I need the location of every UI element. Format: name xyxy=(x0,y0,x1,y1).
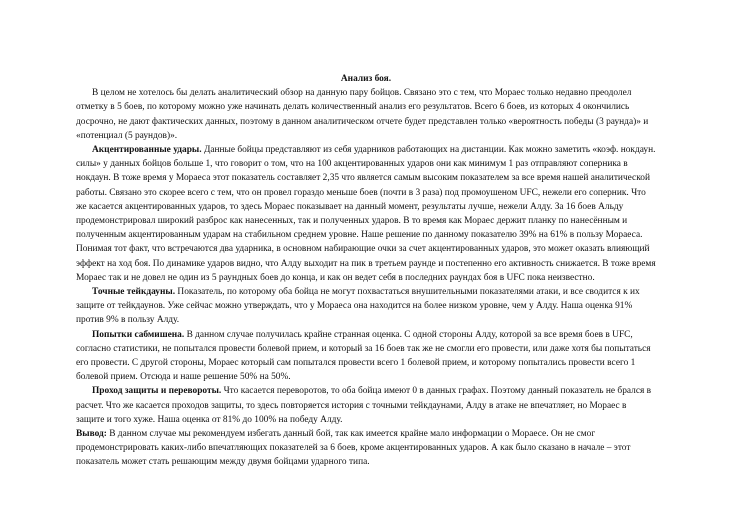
paragraph-strikes-text: Данные бойцы представляют из себя ударников работающих на дистанции. Как можно заметить «коэф. нокдаун. силы» у данных бойцов больше 1, что говорит о том, что на 100 акцентированных ударов они как минимум 1 раз отправляют соперника в нокдаун. В тоже время у Мораеса этот показатель составляет 2,35 что является самым высоким показателем за все время нашей аналитической работы. Связано это скорее всего с тем, что он провел гораздо меньше боев (почти в 3 раза) под промоушеном UFC, нежели его соперник. Что же касается акцентированных ударов, то здесь Мораес показывает на данный момент, результаты лучше, нежели Алду. За 16 боев Альду продемонстрировал широкий разброс как нанесенных, так и полученных ударов. В то время как Мораес держит планку по нанесённым и полученным акцентированным ударам на стабильном среднем уровне. Наше решение по данному показателю 39% на 61% в пользу Мораеса. Понимая тот факт, что встречаются два ударника, в основном набирающие очки за счет акцентированных ударов, это может оказать влияющий эффект на ход боя. По динамике ударов видно, что Алду выходит на пик в третьем раунде и постепенно его активность снижается. В тоже время Мораес так и не довел не один из 5 раундных боев до конца, и как он ведет себя в последних раундах боя в UFC пока неизвестно. xyxy=(76,145,656,283)
paragraph-intro xyxy=(76,86,656,143)
paragraph-strikes xyxy=(76,143,656,285)
paragraph-submissions-text: В данном случае получилась крайне странная оценка. С одной стороны Алду, которой за все время боев в UFC, согласно статистики, не попытался провести болевой прием, и который за 16 боев так же не смогли его провести, или даже хотя бы попытаться его провести. С другой стороны, Мораес который сам попытался провести всего 1 болевой прием, и которому попытались провести всего 1 болевой прием. Отсюда и наше решение 50% на 50%. xyxy=(76,329,651,383)
paragraph-guard-passes xyxy=(76,384,656,427)
paragraph-takedowns xyxy=(76,285,656,328)
paragraph-conclusion xyxy=(76,427,656,470)
paragraph-conclusion-heading: Вывод: xyxy=(76,429,107,440)
paragraph-conclusion-text: В данном случае мы рекомендуем избегать данный бой, так как имеется крайне мало информации о Мораесе. Он не смог продемонстрировать каких-либо впечатляющих показателей за 6 боев, кроме акцентированных ударов. А как было сказано в начале – этот показатель может стать решающим между двумя бойцами ударного типа. xyxy=(76,429,631,468)
paragraph-takedowns-text: Показатель, по которому оба бойца не могут похвастаться внушительными показателями атаки, и все сводится к их защите от тейкдаунов. Уже сейчас можно утверждать, что у Мораеса она находится на более низком уровне, чем у Алду. Наша оценка 91% против 9% в пользу Алду. xyxy=(76,287,640,326)
paragraph-submissions-heading: Попытки сабмишена. xyxy=(92,329,185,340)
paragraph-intro-text: В целом не хотелось бы делать аналитический обзор на данную пару бойцов. Связано это с тем, что Мораес только недавно преодолел отметку в 5 боев, по которому можно уже начинать делать количественный анализ его результатов. Всего 6 боев, из которых 4 окончились досрочно, не дают фактических данных, поэтому в данном аналитическом отчете будет представлен только «вероятность победы (3 раунда)» и «потенциал (5 раундов)». xyxy=(76,88,649,141)
paragraph-strikes-heading: Акцентированные удары. xyxy=(92,145,202,156)
paragraph-guard-passes-heading: Проход защиты и перевороты. xyxy=(92,386,222,397)
document-title: Анализ боя. xyxy=(340,74,392,84)
paragraph-takedowns-heading: Точные тейкдауны. xyxy=(92,287,176,298)
paragraph-submissions xyxy=(76,328,656,385)
paragraph-guard-passes-text: Что касается переворотов, то оба бойца имеют 0 в данных графах. Поэтому данный показатель не брался в расчет. Что же касается проходов защиты, то здесь повторяется история с точными тейкдаунами, Алду в атаке не впечатляет, но Мораес в защите и того хуже. Наша оценка от 81% до 100% на победу Алду. xyxy=(76,386,652,425)
document-body xyxy=(76,72,656,470)
